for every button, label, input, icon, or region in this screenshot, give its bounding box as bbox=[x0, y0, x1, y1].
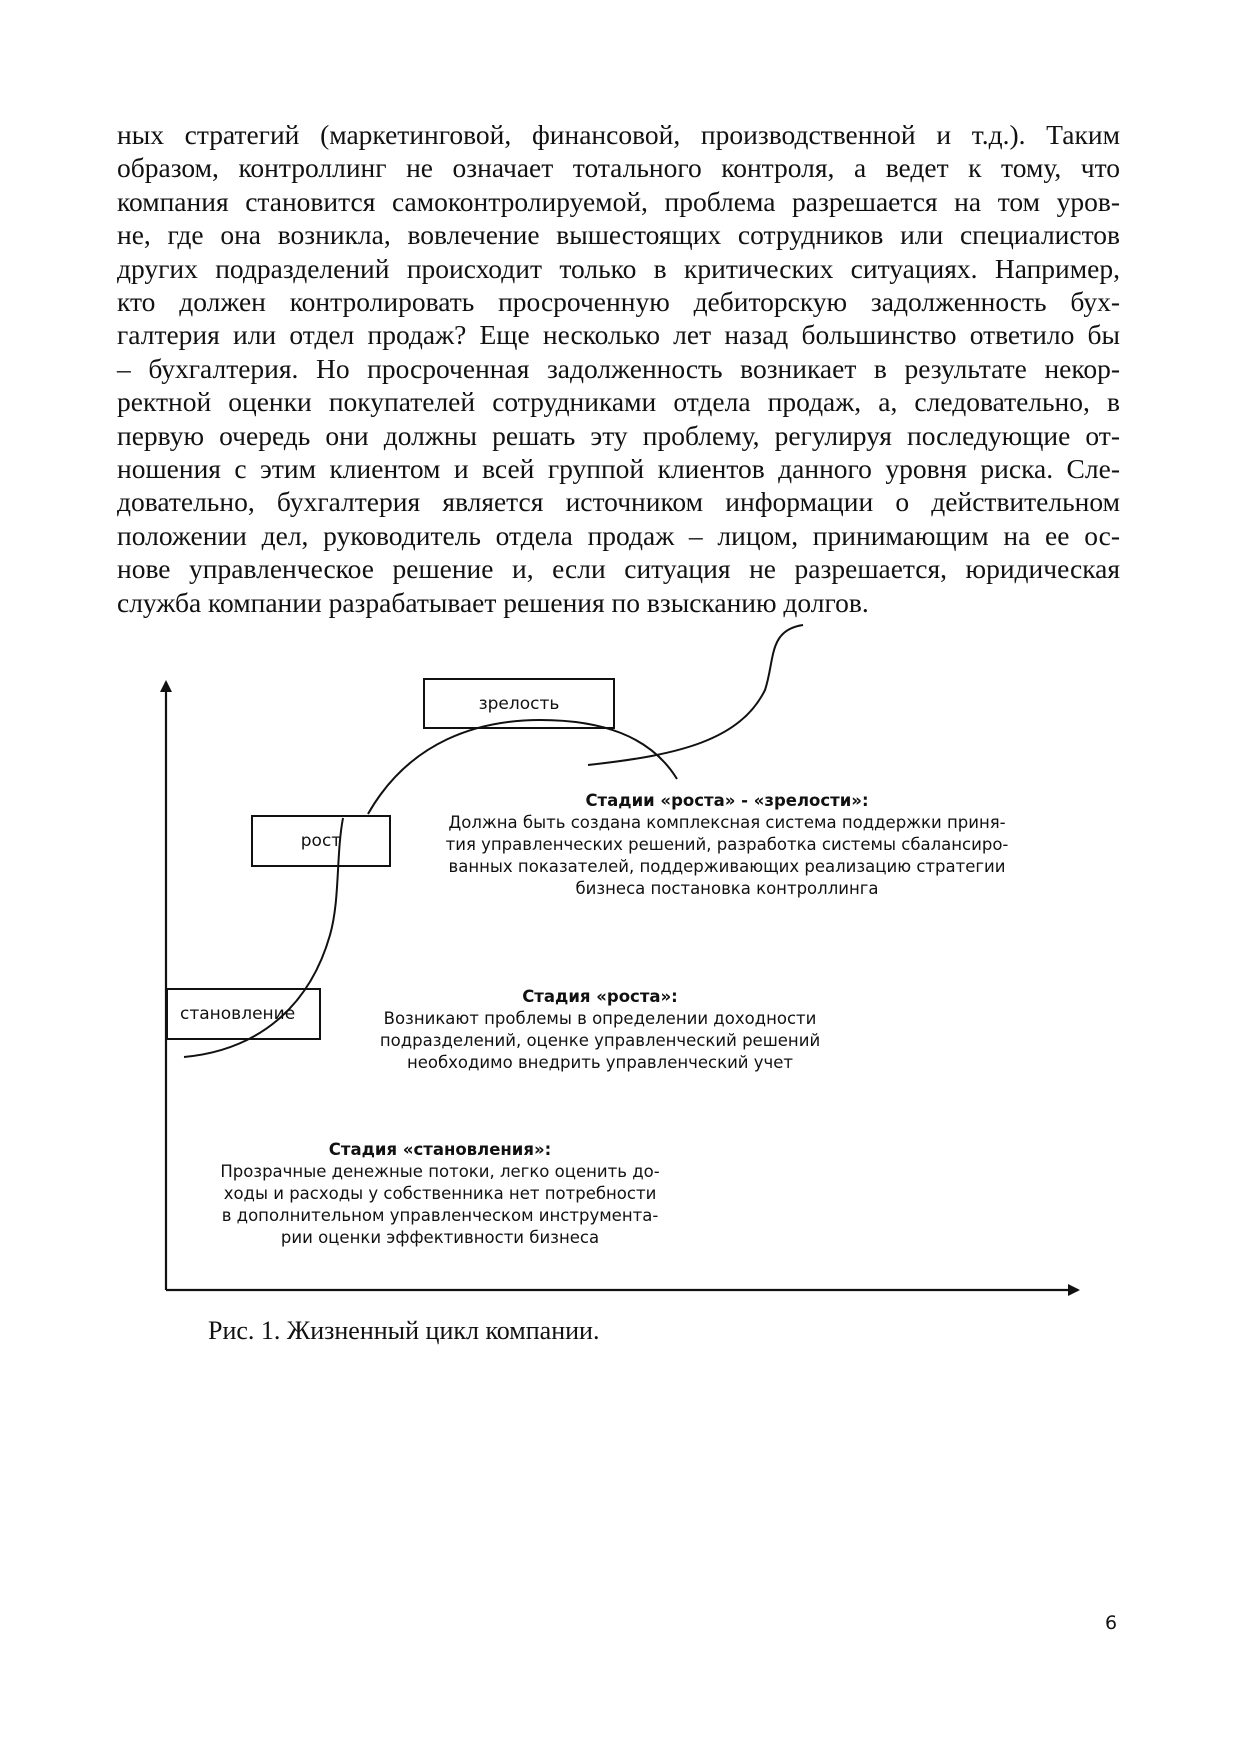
paragraph-line: компания становится самоконтролируемой, проблема разрешается на том уров- bbox=[117, 185, 1120, 217]
paragraph-line: служба компании разрабатывает решения по взысканию долгов. bbox=[117, 586, 869, 618]
paragraph-line: галтерия или отдел продаж? Еще несколько лет назад большинство ответило бы bbox=[117, 319, 1120, 351]
note-line: Прозрачные денежные потоки, легко оценить до- bbox=[220, 1162, 660, 1181]
note-line: в дополнительном управленческом инструмента- bbox=[221, 1206, 659, 1225]
renewal-curve bbox=[588, 625, 803, 765]
note-growth-maturity bbox=[442, 790, 1012, 900]
note-line: ходы и расходы у собственника нет потребности bbox=[223, 1184, 657, 1203]
note-line: подразделений, оценке управленческий решений bbox=[379, 1031, 821, 1050]
stage-box-formation bbox=[166, 988, 321, 1040]
stage-box-growth bbox=[251, 815, 391, 867]
note-line: Возникают проблемы в определении доходности bbox=[383, 1009, 817, 1028]
paragraph-line: нове управленческое решение и, если ситуация не разрешается, юридическая bbox=[117, 553, 1120, 585]
note-heading: Стадия «роста»: bbox=[522, 987, 678, 1006]
stage-box-maturity bbox=[423, 678, 615, 729]
note-growth bbox=[370, 986, 830, 1074]
figure-caption: Рис. 1. Жизненный цикл компании. bbox=[208, 1316, 600, 1345]
paragraph-line: первую очередь они должны решать эту проблему, регулируя последующие от- bbox=[117, 419, 1120, 451]
note-heading: Стадия «становления»: bbox=[328, 1140, 552, 1159]
paragraph-line: не, где она возникла, вовлечение вышестоящих сотрудников или специалистов bbox=[117, 219, 1120, 251]
paragraph-line: ношения с этим клиентом и всей группой клиентов данного уровня риска. Сле- bbox=[117, 453, 1120, 485]
paragraph-line: кто должен контролировать просроченную дебиторскую задолженность бух- bbox=[117, 286, 1120, 318]
note-line: необходимо внедрить управленческий учет bbox=[406, 1053, 794, 1072]
paragraph-line: довательно, бухгалтерия является источником информации о действительном bbox=[117, 486, 1120, 518]
paragraph-line: положении дел, руководитель отдела продаж – лицом, принимающим на ее ос- bbox=[117, 519, 1120, 551]
paragraph-line: ных стратегий (маркетинговой, финансовой, производственной и т.д.). Таким bbox=[117, 119, 1120, 150]
stage-label-formation: становление bbox=[180, 1004, 296, 1024]
note-formation bbox=[210, 1139, 670, 1249]
page-number: 6 bbox=[1105, 1612, 1118, 1634]
note-heading: Стадии «роста» - «зрелости»: bbox=[585, 791, 869, 810]
note-line: тия управленческих решений, разработка системы сбалансиро- bbox=[445, 835, 1009, 854]
paragraph-line: других подразделений происходит только в критических ситуациях. Например, bbox=[117, 252, 1120, 284]
paragraph-line: – бухгалтерия. Но просроченная задолженность возникает в результате некор- bbox=[117, 352, 1120, 384]
stage-label-growth: рост bbox=[300, 831, 342, 851]
note-line: бизнеса постановка контроллинга bbox=[575, 879, 879, 898]
note-line: ванных показателей, поддерживающих реализацию стратегии bbox=[448, 857, 1006, 876]
note-line: рии оценки эффективности бизнеса bbox=[280, 1228, 600, 1247]
paragraph-line: образом, контроллинг не означает тотального контроля, а ведет к тому, что bbox=[117, 152, 1120, 184]
note-line: Должна быть создана комплексная система поддержки приня- bbox=[448, 813, 1006, 832]
stage-label-maturity: зрелость bbox=[478, 693, 560, 714]
paragraph-line: ректной оценки покупателей сотрудниками отдела продаж, а, следовательно, в bbox=[117, 386, 1120, 418]
